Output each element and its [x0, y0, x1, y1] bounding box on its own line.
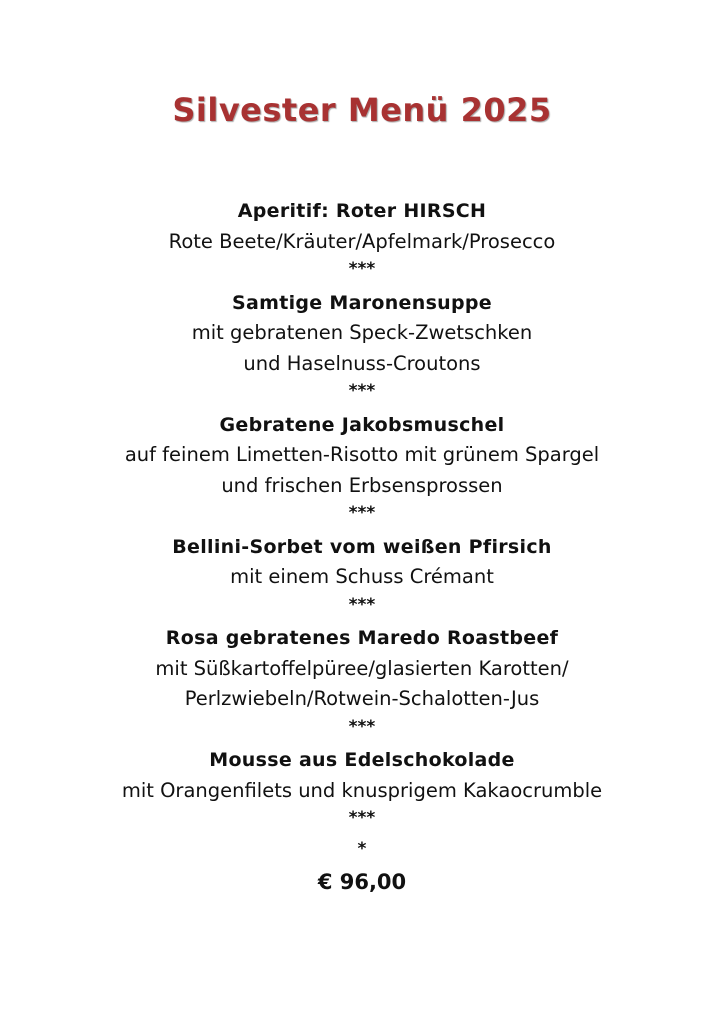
course-name-sorbet: Bellini-Sorbet vom weißen Pfirsich [172, 535, 552, 558]
course-separator: *** [348, 503, 376, 523]
course-description: auf feinem Limetten-Risotto mit grünem Spargel [124, 443, 600, 466]
course-name-aperitif: Aperitif: Roter HIRSCH [237, 200, 487, 222]
course-name-soup: Samtige Maronensuppe [231, 291, 492, 314]
course-description: und frischen Erbsensprossen [221, 473, 503, 497]
course-name-scallop: Gebratene Jakobsmuschel [219, 413, 505, 436]
course-description: mit einem Schuss Crémant [230, 565, 494, 588]
course-description: Rote Beete/Kräuter/Apfelmark/Prosecco [168, 229, 556, 253]
course-description: und Haselnuss-Croutons [243, 351, 481, 375]
course-separator: *** [348, 808, 376, 828]
menu-price: € 96,00 [317, 870, 407, 894]
page-title: Silvester Menü 2025 [172, 91, 552, 129]
course-description: Perlzwiebeln/Rotwein-Schalotten-Jus [184, 687, 540, 710]
course-separator: *** [348, 716, 376, 737]
course-description: mit Süßkartoffelpüree/glasierten Karotten/ [155, 656, 569, 680]
course-name-roastbeef: Rosa gebratenes Maredo Roastbeef [165, 627, 559, 649]
course-separator: *** [348, 381, 376, 401]
course-name-mousse: Mousse aus Edelschokolade [209, 749, 515, 771]
course-description: mit gebratenen Speck-Zwetschken [191, 321, 533, 344]
course-separator: *** [348, 594, 376, 615]
course-description: mit Orangenfilets und knusprigem Kakaocrumble [121, 778, 603, 802]
final-mark: * [357, 838, 367, 859]
course-separator: *** [348, 259, 376, 279]
menu-list [0, 196, 724, 898]
